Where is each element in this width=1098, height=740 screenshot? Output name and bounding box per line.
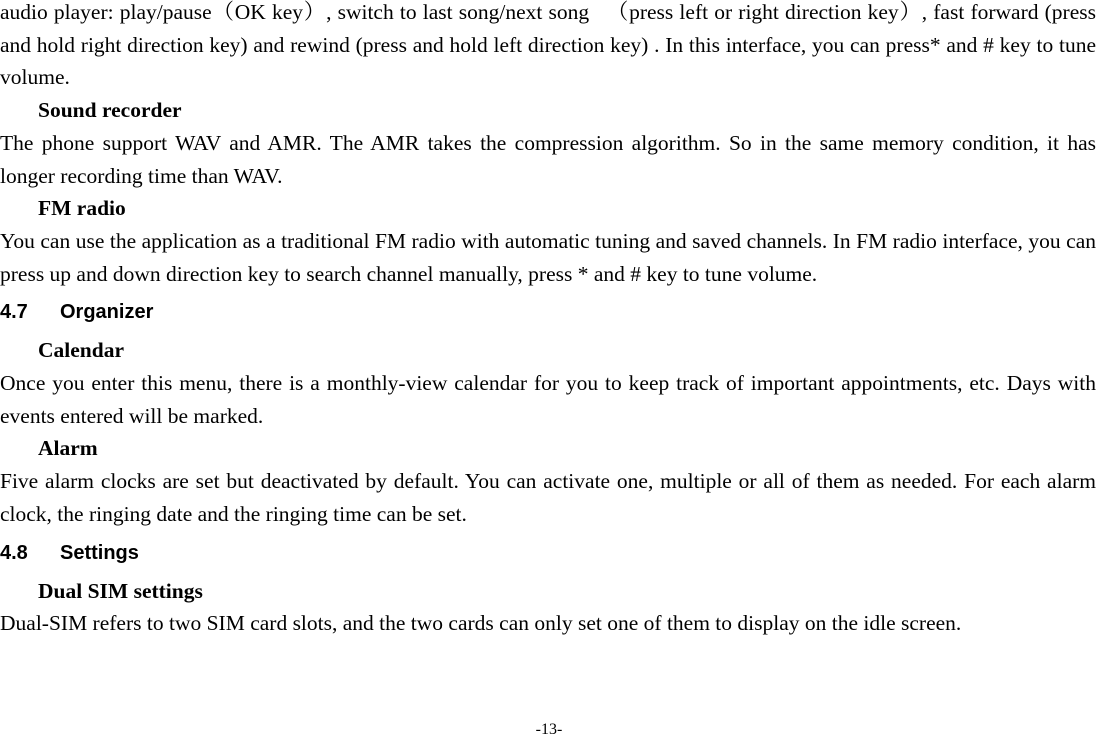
section-title: Organizer [60, 301, 154, 324]
fm-radio-heading: FM radio [38, 196, 126, 221]
audio-player-paragraph: audio player: play/pause（OK key）, switch to last song/next song （press left or right direction key）, fast forward (press and hold right direction key) and rewind (press and hold left direction key) . In this interface, you can press* and # key to tune volume. [0, 0, 1096, 90]
section-number: 4.7 [0, 301, 28, 324]
alarm-heading: Alarm [38, 436, 98, 461]
fm-radio-paragraph: You can use the application as a traditional FM radio with automatic tuning and saved channels. In FM radio interface, you can press up and down direction key to search channel manually, press * and # key to tune volume. [0, 228, 1096, 286]
page-number: -13- [535, 721, 563, 738]
sound-recorder-heading: Sound recorder [38, 98, 182, 123]
section-title: Settings [60, 541, 139, 564]
dual-sim-heading: Dual SIM settings [38, 578, 203, 603]
calendar-heading: Calendar [38, 338, 124, 363]
section-number: 4.8 [0, 541, 28, 564]
sound-recorder-paragraph: The phone support WAV and AMR. The AMR takes the compression algorithm. So in the same memory condition, it has longer recording time than WAV. [0, 130, 1096, 188]
section-heading-organizer [0, 300, 1096, 324]
alarm-paragraph: Five alarm clocks are set but deactivated by default. You can activate one, multiple or all of them as needed. For each alarm clock, the ringing date and the ringing time can be set. [0, 469, 1096, 526]
section-heading-settings [0, 541, 1096, 565]
dual-sim-paragraph: Dual-SIM refers to two SIM card slots, and the two cards can only set one of them to display on the idle screen. [0, 611, 962, 636]
calendar-paragraph: Once you enter this menu, there is a monthly-view calendar for you to keep track of important appointments, etc. Days with events entered will be marked. [0, 371, 1096, 428]
